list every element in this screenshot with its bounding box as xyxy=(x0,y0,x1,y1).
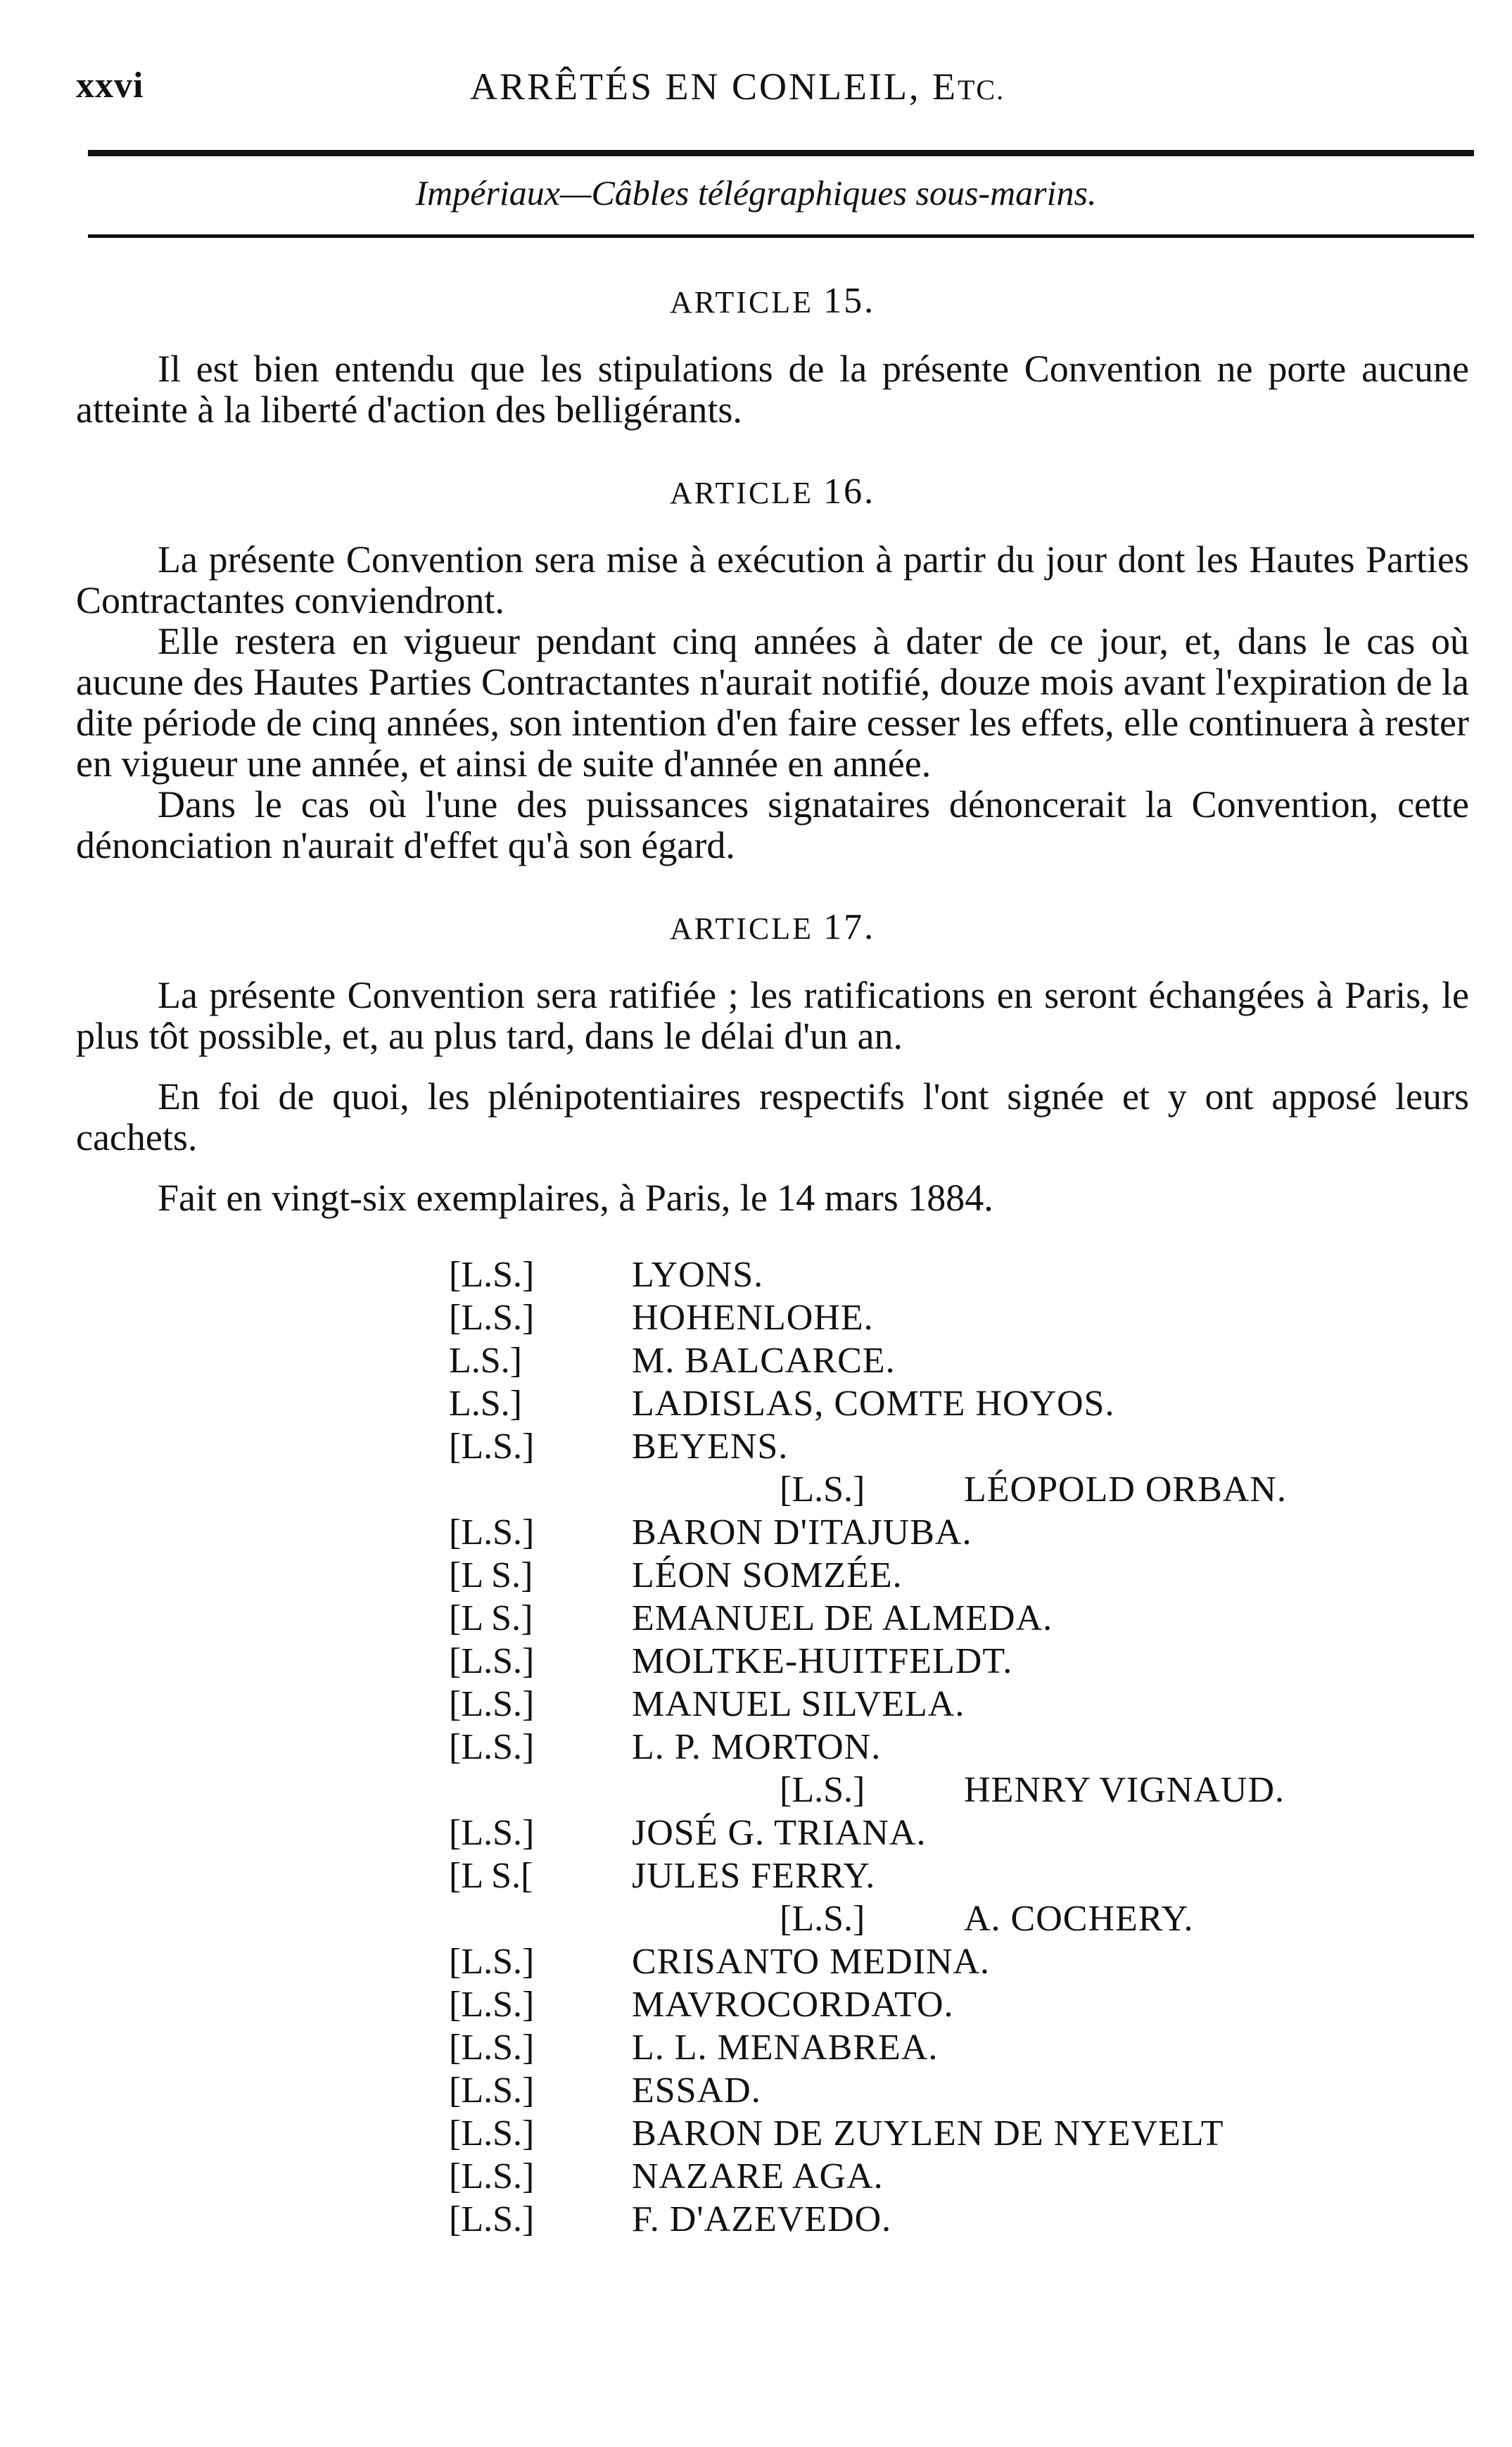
signature-row xyxy=(76,2026,1469,2069)
article-label: ARTICLE xyxy=(669,476,814,510)
signature-row xyxy=(76,1511,1469,1554)
signatory-name: JULES FERRY. xyxy=(632,1856,876,1896)
signatory-name: MANUEL SILVELA. xyxy=(632,1684,965,1724)
seal-mark: [L.S.] xyxy=(449,2156,535,2196)
seal-mark: [L.S.] xyxy=(780,1469,865,1510)
signature-row xyxy=(76,1726,1469,1769)
signature-row-indented xyxy=(76,1897,1469,1940)
signatory-name: LADISLAS, COMTE HOYOS. xyxy=(632,1384,1115,1424)
seal-mark: [L S.[ xyxy=(449,1856,533,1896)
article-heading xyxy=(76,267,1469,348)
seal-mark: [L S.] xyxy=(449,1598,533,1638)
signature-row xyxy=(76,1382,1469,1425)
signatory-name: HENRY VIGNAUD. xyxy=(964,1770,1285,1810)
page-number: xxvi xyxy=(76,65,144,106)
article-label: ARTICLE xyxy=(669,911,814,946)
signatory-name: MAVROCORDATO. xyxy=(632,1985,954,2025)
article-label: ARTICLE xyxy=(669,285,814,320)
seal-mark: [L.S.] xyxy=(449,1684,535,1724)
paragraph: La présente Convention sera ratifiée ; les ratifications en seront échangées à Paris, le plus tôt possible, et, au plus tard, dans le délai d'un an. xyxy=(76,974,1469,1057)
signatory-name: F. D'AZEVEDO. xyxy=(632,2199,892,2239)
article-number: 17. xyxy=(823,907,876,947)
signatory-name: BARON DE ZUYLEN DE NYEVELT xyxy=(632,2113,1224,2154)
running-title xyxy=(470,65,1005,108)
signatory-name: HOHENLOHE. xyxy=(632,1298,874,1338)
signature-row xyxy=(76,1683,1469,1726)
signature-row xyxy=(76,1554,1469,1597)
paragraph: Elle restera en vigueur pendant cinq années à dater de ce jour, et, dans le cas où aucune des Hautes Parties Contractantes n'aurait notifié, douze mois avant l'expiration de la dite période de cinq années, son intention d'en faire cesser les effets, elle continuera à rester en vigueur une année, et ainsi de suite d'année en année. xyxy=(76,620,1469,785)
signature-row-indented xyxy=(76,1769,1469,1811)
article-heading xyxy=(76,458,1469,539)
signature-row-indented xyxy=(76,1468,1469,1511)
seal-mark: [L.S.] xyxy=(449,1298,535,1338)
signature-row xyxy=(76,1296,1469,1339)
seal-mark: [L.S.] xyxy=(449,1255,535,1295)
signature-row xyxy=(76,2155,1469,2198)
running-title-smallcaps: TC. xyxy=(957,74,1005,106)
signature-row xyxy=(76,1983,1469,2026)
paragraph: Il est bien entendu que les stipulations de la présente Convention ne porte aucune atteinte à la liberté d'action des belligérants. xyxy=(76,348,1469,431)
article-heading xyxy=(76,894,1469,975)
signature-row xyxy=(76,1940,1469,1983)
seal-mark: [L.S.] xyxy=(780,1770,865,1810)
signature-row xyxy=(76,1339,1469,1382)
seal-mark: [L.S.] xyxy=(449,1427,535,1467)
document-body xyxy=(76,267,1469,2241)
signatory-name: BARON D'ITAJUBA. xyxy=(632,1512,972,1553)
signature-row xyxy=(76,1253,1469,1296)
article-15 xyxy=(76,267,1469,430)
section-subtitle: Impériaux—Câbles télégraphiques sous-marins. xyxy=(415,173,1097,213)
signatory-name: L. L. MENABREA. xyxy=(632,2028,939,2068)
seal-mark: [L.S.] xyxy=(449,1512,535,1553)
seal-mark: [L.S.] xyxy=(449,1942,535,1982)
seal-mark: [L.S.] xyxy=(449,1985,535,2025)
paragraph: Fait en vingt-six exemplaires, à Paris, le 14 mars 1884. xyxy=(158,1177,993,1219)
signatory-name: NAZARE AGA. xyxy=(632,2156,884,2196)
signatory-name: MOLTKE-HUITFELDT. xyxy=(632,1641,1013,1681)
signature-row xyxy=(76,1811,1469,1854)
signatory-name: LYONS. xyxy=(632,1255,764,1295)
signature-row xyxy=(76,1597,1469,1640)
header-rule-top xyxy=(88,150,1474,156)
seal-mark: L.S.] xyxy=(449,1384,522,1424)
signatory-name: M. BALCARCE. xyxy=(632,1341,896,1381)
header-rule-bottom xyxy=(88,234,1474,238)
signatory-name: LÉOPOLD ORBAN. xyxy=(964,1469,1287,1510)
signature-list xyxy=(76,1253,1469,2241)
signatory-name: A. COCHERY. xyxy=(964,1899,1194,1939)
article-number: 16. xyxy=(823,472,876,512)
signature-row xyxy=(76,1640,1469,1683)
running-title-main: ARRÊTÉS EN CONLEIL, E xyxy=(470,65,958,108)
paragraph: La présente Convention sera mise à exécution à partir du jour dont les Hautes Parties Contractantes conviendront. xyxy=(76,538,1469,621)
seal-mark: L.S.] xyxy=(449,1341,522,1381)
seal-mark: [L.S.] xyxy=(449,1641,535,1681)
seal-mark: [L.S.] xyxy=(449,2113,535,2154)
article-number: 15. xyxy=(823,281,876,321)
signatory-name: LÉON SOMZÉE. xyxy=(632,1555,903,1595)
signatory-name: CRISANTO MEDINA. xyxy=(632,1942,991,1982)
signature-row xyxy=(76,1425,1469,1468)
signature-row xyxy=(76,1854,1469,1897)
signature-row xyxy=(76,2198,1469,2241)
seal-mark: [L S.] xyxy=(449,1555,533,1595)
signatory-name: BEYENS. xyxy=(632,1427,789,1467)
signature-row xyxy=(76,2069,1469,2112)
signatory-name: JOSÉ G. TRIANA. xyxy=(632,1813,927,1853)
signature-row xyxy=(76,2112,1469,2155)
seal-mark: [L.S.] xyxy=(449,1813,535,1853)
seal-mark: [L.S.] xyxy=(780,1899,865,1939)
signatory-name: ESSAD. xyxy=(632,2070,761,2111)
seal-mark: [L.S.] xyxy=(449,2028,535,2068)
paragraph: Dans le cas où l'une des puissances signataires dénoncerait la Convention, cette dénonciation n'aurait d'effet qu'à son égard. xyxy=(76,783,1469,866)
article-16 xyxy=(76,458,1469,866)
article-17 xyxy=(76,894,1469,1218)
seal-mark: [L.S.] xyxy=(449,2199,535,2239)
seal-mark: [L.S.] xyxy=(449,2070,535,2111)
signatory-name: EMANUEL DE ALMEDA. xyxy=(632,1598,1053,1638)
running-header xyxy=(76,65,1476,121)
paragraph: En foi de quoi, les plénipotentiaires respectifs l'ont signée et y ont apposé leurs cachets. xyxy=(76,1075,1469,1158)
seal-mark: [L.S.] xyxy=(449,1727,535,1767)
signatory-name: L. P. MORTON. xyxy=(632,1727,882,1767)
